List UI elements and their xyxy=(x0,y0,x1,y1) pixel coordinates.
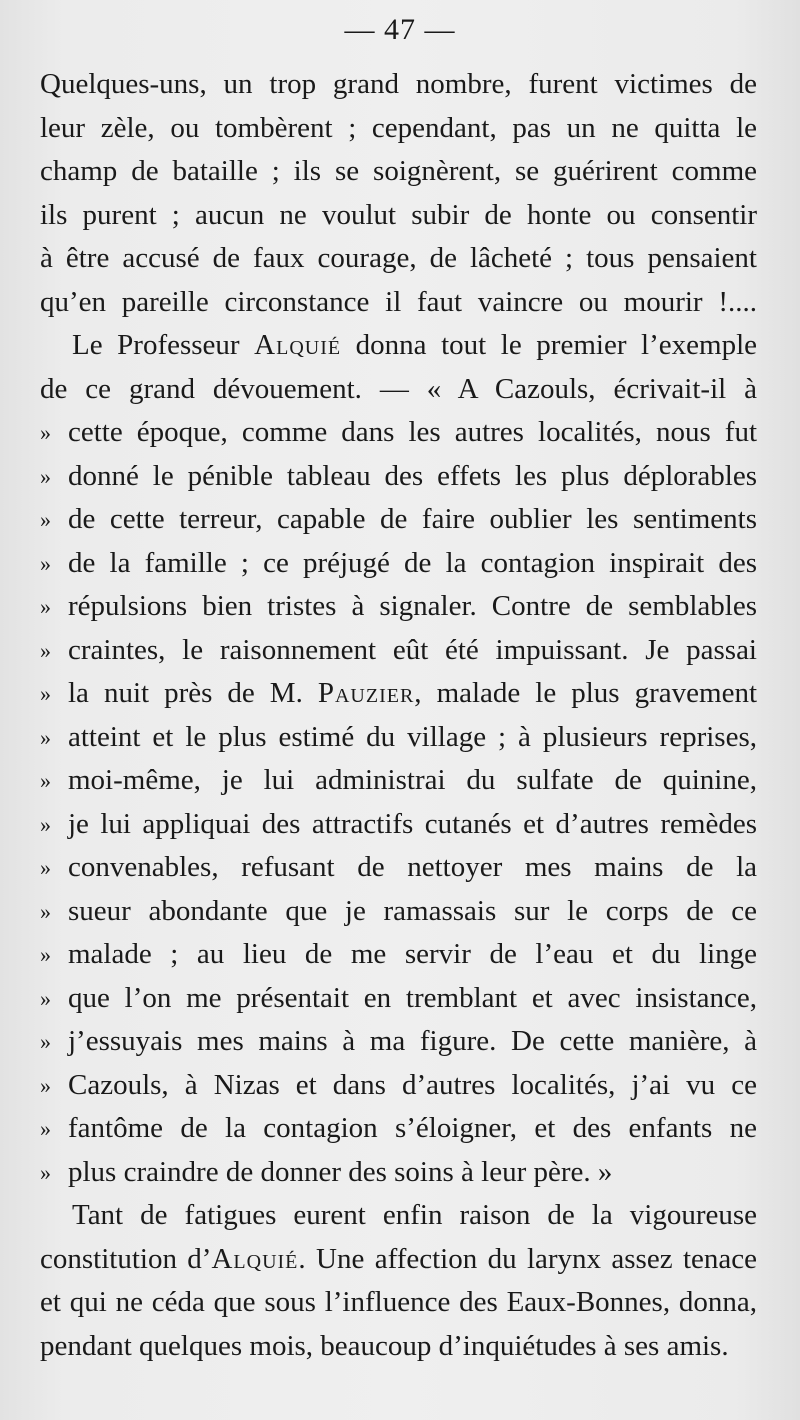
text-line xyxy=(40,194,757,238)
text-line xyxy=(40,890,757,934)
line-text: de cette terreur, capable de faire oublier les sentiments xyxy=(68,503,757,535)
line-text: , malade le plus gravement xyxy=(414,677,757,709)
line-text: pendant quelques mois, beaucoup d’inquiétudes à ses amis. xyxy=(40,1329,729,1362)
text-line xyxy=(40,1325,757,1369)
line-text: leur zèle, ou tombèrent ; cependant, pas un ne quitta le xyxy=(40,111,757,144)
quote-mark: » xyxy=(40,1072,51,1098)
text-line xyxy=(40,759,757,803)
body-text xyxy=(40,63,757,1368)
quote-mark: » xyxy=(40,637,51,663)
text-line xyxy=(40,1281,757,1325)
text-line xyxy=(40,281,757,325)
text-line xyxy=(40,455,757,499)
line-text: Cazouls, à Nizas et dans d’autres localités, j’ai vu ce xyxy=(68,1068,757,1101)
proper-name: Pauzier xyxy=(317,677,415,709)
text-line xyxy=(40,1151,757,1195)
text-line xyxy=(40,585,757,629)
quote-mark: » xyxy=(40,1029,51,1054)
text-line xyxy=(40,933,757,977)
text-line xyxy=(40,846,757,890)
line-text: champ de bataille ; ils se soignèrent, se guérirent comme xyxy=(40,155,757,187)
line-text: que l’on me présentait en tremblant et avec insistance, xyxy=(68,981,757,1014)
quote-mark: » xyxy=(40,898,51,924)
quote-mark: » xyxy=(40,985,51,1011)
line-text: de la famille ; ce préjugé de la contagion inspirait des xyxy=(68,546,757,579)
line-text: Quelques-uns, un trop grand nombre, furent victimes de xyxy=(40,68,757,100)
line-text: constitution d’ xyxy=(40,1242,212,1275)
line-text: à être accusé de faux courage, de lâcheté ; tous pensaient xyxy=(40,242,757,274)
text-line xyxy=(40,1238,757,1282)
text-line xyxy=(40,672,757,716)
text-line xyxy=(40,542,757,586)
line-text: atteint et le plus estimé du village ; à plusieurs reprises, xyxy=(68,720,757,753)
quote-mark: » xyxy=(40,420,51,445)
quote-mark: » xyxy=(40,1159,51,1185)
line-text: j’essuyais mes mains à ma figure. De cette manière, à xyxy=(68,1025,757,1057)
text-line xyxy=(40,803,757,847)
quote-mark: » xyxy=(40,768,51,793)
text-line xyxy=(40,1107,757,1151)
line-text: de ce grand dévouement. — « A Cazouls, écrivait-il à xyxy=(40,372,757,405)
line-text: cette époque, comme dans les autres localités, nous fut xyxy=(68,416,757,448)
line-text: malade ; au lieu de me servir de l’eau et du linge xyxy=(68,938,757,970)
text-line xyxy=(40,977,757,1021)
proper-name: Alquié xyxy=(211,1242,299,1275)
text-line xyxy=(40,150,757,194)
text-line xyxy=(40,107,757,151)
quote-mark: » xyxy=(40,811,51,837)
text-line xyxy=(40,411,757,455)
line-text: donné le pénible tableau des effets les plus déplorables xyxy=(68,459,757,492)
line-text: répulsions bien tristes à signaler. Contre de semblables xyxy=(68,590,757,622)
page-number: — 47 — xyxy=(344,13,456,46)
text-line xyxy=(40,1064,757,1108)
text-line xyxy=(40,63,757,107)
line-text: je lui appliquai des attractifs cutanés et d’autres remèdes xyxy=(68,807,757,840)
line-text: qu’en pareille circonstance il faut vaincre ou mourir !.... xyxy=(40,285,757,318)
line-text: Le Professeur xyxy=(72,329,255,361)
quote-mark: » xyxy=(40,594,51,619)
line-text: et qui ne céda que sous l’influence des Eaux-Bonnes, donna, xyxy=(40,1286,757,1318)
line-text: ils purent ; aucun ne voulut subir de honte ou consentir xyxy=(40,198,757,231)
quote-mark: » xyxy=(40,942,51,967)
line-text: fantôme de la contagion s’éloigner, et des enfants ne xyxy=(68,1112,757,1144)
quote-mark: » xyxy=(40,855,51,880)
text-line xyxy=(40,324,757,368)
line-text: la nuit près de M. xyxy=(68,677,318,709)
quote-mark: » xyxy=(40,1116,51,1141)
quote-mark: » xyxy=(40,724,51,750)
text-line xyxy=(40,1194,757,1238)
text-line xyxy=(40,368,757,412)
line-text: moi-même, je lui administrai du sulfate de quinine, xyxy=(68,764,757,796)
line-text: convenables, refusant de nettoyer mes mains de la xyxy=(68,851,757,883)
text-line xyxy=(40,237,757,281)
proper-name: Alquié xyxy=(254,329,342,361)
text-line xyxy=(40,498,757,542)
quote-mark: » xyxy=(40,507,51,532)
line-text: donna tout le premier l’exemple xyxy=(341,329,757,361)
text-line xyxy=(40,629,757,673)
line-text: . Une affection du larynx assez tenace xyxy=(298,1242,757,1275)
text-line xyxy=(40,1020,757,1064)
line-text: Tant de fatigues eurent enfin raison de la vigoureuse xyxy=(72,1199,757,1231)
line-text: sueur abondante que je ramassais sur le corps de ce xyxy=(68,894,757,927)
line-text: craintes, le raisonnement eût été impuissant. Je passai xyxy=(68,633,757,666)
quote-mark: » xyxy=(40,550,51,576)
line-text: plus craindre de donner des soins à leur père. » xyxy=(68,1155,613,1188)
quote-mark: » xyxy=(40,463,51,489)
text-line xyxy=(40,716,757,760)
quote-mark: » xyxy=(40,681,51,706)
